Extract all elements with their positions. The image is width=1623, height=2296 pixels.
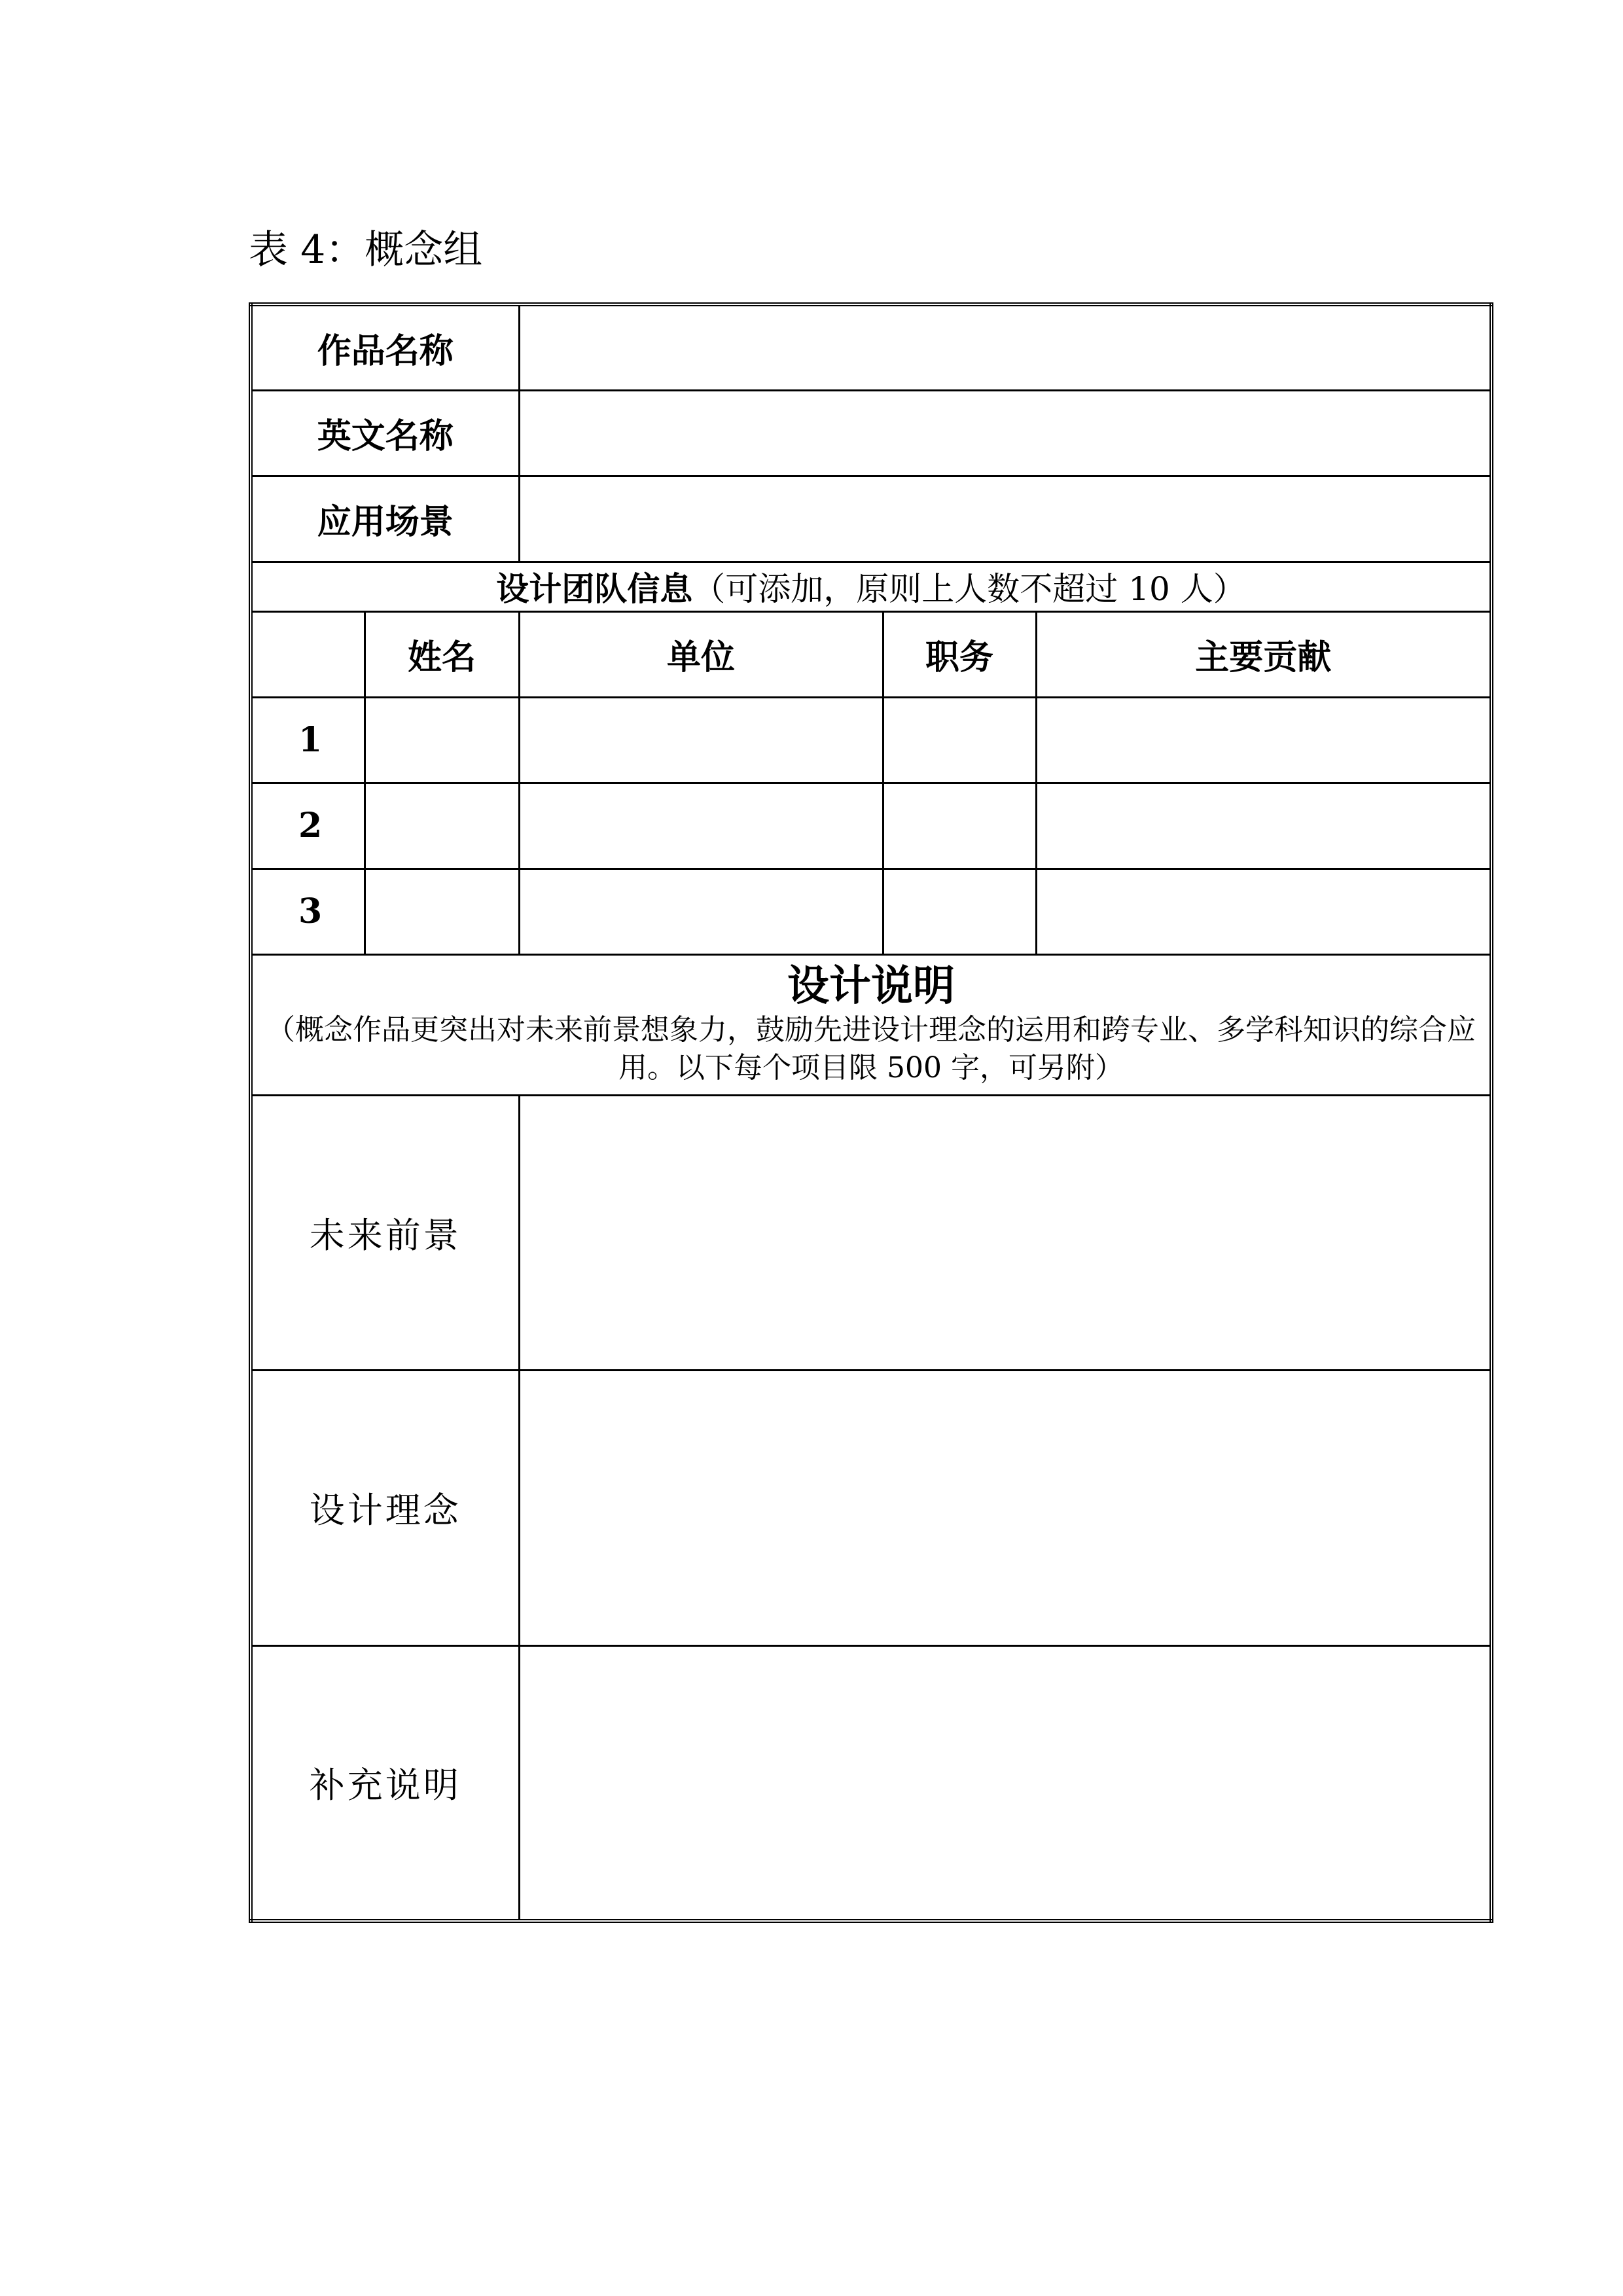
scenario-label: 应用场景	[251, 476, 519, 562]
member-name-input[interactable]	[365, 697, 519, 783]
member-position-input[interactable]	[883, 697, 1036, 783]
member-name-input[interactable]	[365, 869, 519, 954]
team-member-row	[251, 697, 1491, 783]
work-name-input[interactable]	[519, 304, 1491, 390]
team-info-title	[251, 562, 1491, 611]
team-header-name: 姓名	[365, 611, 519, 697]
english-name-input[interactable]	[519, 390, 1491, 476]
scenario-input[interactable]	[519, 476, 1491, 562]
supplement-input[interactable]	[519, 1645, 1491, 1921]
member-position-input[interactable]	[883, 783, 1036, 869]
member-name-input[interactable]	[365, 783, 519, 869]
english-name-row	[251, 390, 1491, 476]
member-unit-input[interactable]	[519, 783, 883, 869]
member-contribution-input[interactable]	[1036, 869, 1491, 954]
future-prospect-input[interactable]	[519, 1095, 1491, 1370]
work-name-label: 作品名称	[251, 304, 519, 390]
member-contribution-input[interactable]	[1036, 697, 1491, 783]
work-name-row	[251, 304, 1491, 390]
description-title: 设计说明	[787, 961, 955, 1011]
design-concept-label: 设计理念	[251, 1370, 519, 1645]
team-member-row	[251, 869, 1491, 954]
team-row-number: 2	[251, 783, 365, 869]
team-header-unit: 单位	[519, 611, 883, 697]
member-unit-input[interactable]	[519, 697, 883, 783]
concept-group-form	[249, 302, 1493, 1923]
member-unit-input[interactable]	[519, 869, 883, 954]
team-header-contribution: 主要贡献	[1036, 611, 1491, 697]
team-header-index	[251, 611, 365, 697]
description-note: （概念作品更突出对未来前景想象力，鼓励先进设计理念的运用和跨专业、多学科知识的综合应用。以下每个项目限 500 字，可另附）	[266, 1013, 1476, 1085]
scenario-row	[251, 476, 1491, 562]
team-info-title-note: （可添加，原则上人数不超过 10 人）	[692, 570, 1246, 608]
design-concept-row	[251, 1370, 1491, 1645]
team-info-title-bold: 设计团队信息	[496, 569, 693, 608]
team-header-position: 职务	[883, 611, 1036, 697]
description-header-row	[251, 954, 1491, 1095]
member-contribution-input[interactable]	[1036, 783, 1491, 869]
future-prospect-row	[251, 1095, 1491, 1370]
future-prospect-label: 未来前景	[251, 1095, 519, 1370]
team-member-row	[251, 783, 1491, 869]
team-row-number: 1	[251, 697, 365, 783]
supplement-row	[251, 1645, 1491, 1921]
supplement-label: 补充说明	[251, 1645, 519, 1921]
english-name-label: 英文名称	[251, 390, 519, 476]
description-header	[251, 954, 1491, 1095]
team-header-row	[251, 611, 1491, 697]
team-row-number: 3	[251, 869, 365, 954]
table-caption: 表 4：概念组	[249, 227, 483, 273]
design-concept-input[interactable]	[519, 1370, 1491, 1645]
member-position-input[interactable]	[883, 869, 1036, 954]
team-info-title-row	[251, 562, 1491, 611]
